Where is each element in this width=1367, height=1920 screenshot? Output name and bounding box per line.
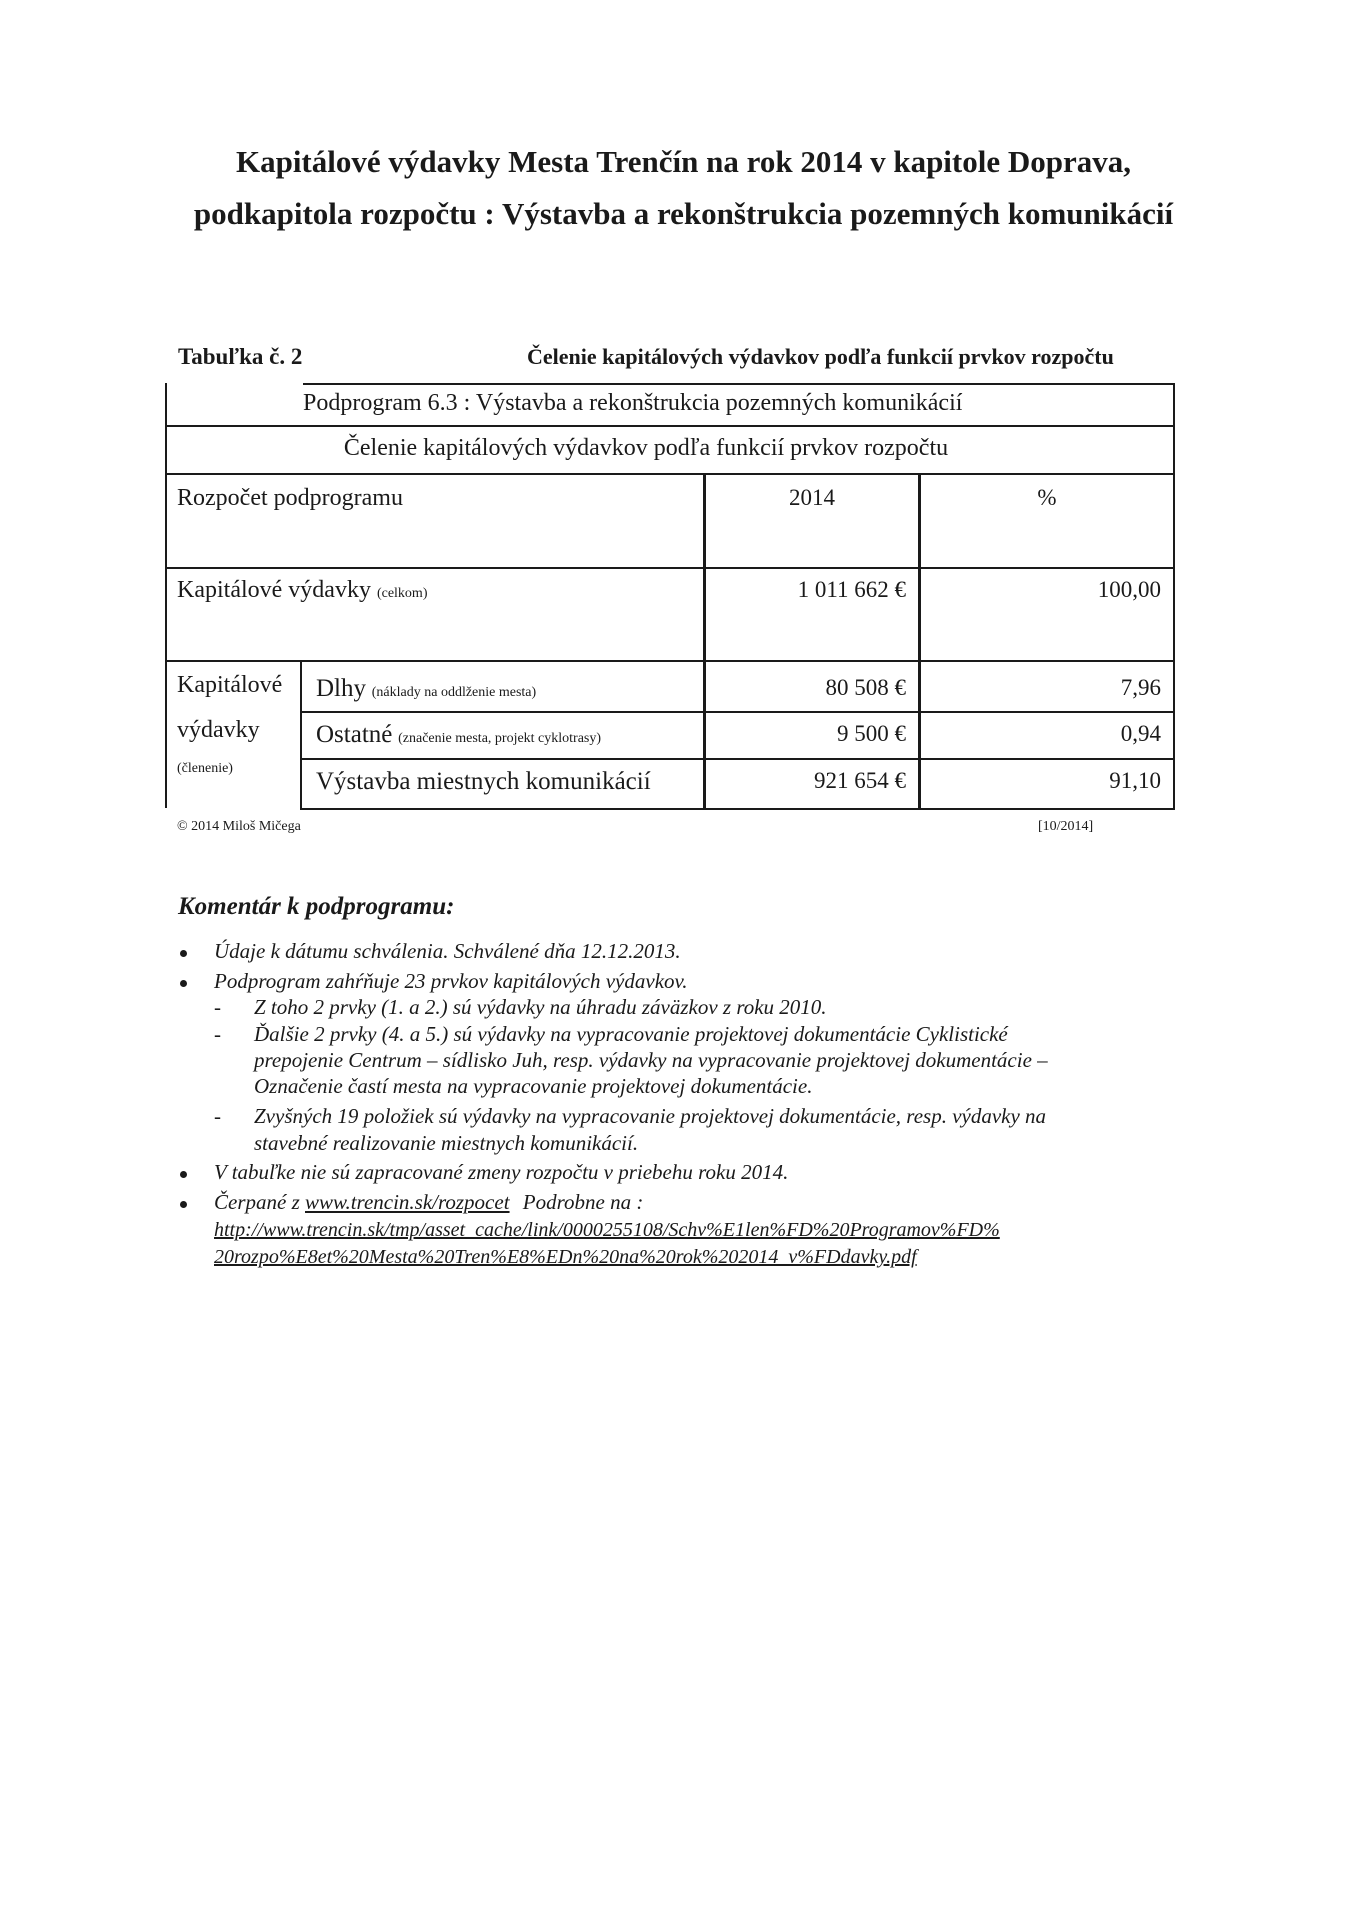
total-percent: 100,00 [1097, 577, 1161, 602]
dash-icon: - [214, 1022, 221, 1046]
table-border-row1 [165, 425, 1175, 427]
total-label-note: (celkom) [376, 586, 428, 601]
comment-detail-2-line2: prepojenie Centrum – sídlisko Juh, resp. výdavky na vypracovanie projektovej dokumentácie – [254, 1048, 1048, 1072]
document-title-line1: Kapitálové výdavky Mesta Trenčín na rok 2014 v kapitole Doprava, [235, 144, 1132, 179]
comment-approval: Údaje k dátumu schválenia. Schválené dňa 12.12.2013. [214, 939, 681, 963]
detail-url-line1[interactable]: http://www.trencin.sk/tmp/asset_cache/link/0000255108/Schv%E1len%FD%20Programov%FD% [214, 1219, 1000, 1241]
table-border-sub2 [300, 758, 1175, 760]
dash-icon: - [214, 995, 221, 1019]
comment-items-count: Podprogram zahŕňuje 23 prvkov kapitálových výdavkov. [214, 969, 688, 993]
row-percent: 0,94 [1120, 721, 1161, 746]
document-title-line2: podkapitola rozpočtu : Výstavba a rekonštrukcia pozemných komunikácií [193, 196, 1174, 231]
source-link[interactable]: www.trencin.sk/rozpocet [305, 1190, 510, 1214]
bullet-icon [180, 1201, 187, 1208]
table-border-col1 [703, 473, 706, 810]
row-amount: 9 500 € [837, 721, 906, 746]
subprogram-title: Podprogram 6.3 : Výstavba a rekonštrukcia pozemných komunikácií [303, 390, 963, 416]
total-label [177, 578, 427, 602]
header-label: Rozpočet podprogramu [177, 485, 403, 511]
table-border-row2 [165, 473, 1175, 475]
comment-detail-2-line1: Ďalšie 2 prvky (4. a 5.) sú výdavky na vypracovanie projektovej dokumentácie Cyklistické [254, 1022, 1008, 1046]
table-border-top [303, 383, 1175, 385]
copyright-note: © 2014 Miloš Mičega [177, 819, 301, 834]
table-row [316, 676, 536, 701]
row-label: Výstavba miestnych komunikácií [316, 768, 651, 795]
row-percent: 91,10 [1109, 768, 1161, 793]
row-note: (náklady na oddlženie mesta) [371, 685, 537, 700]
dash-icon: - [214, 1104, 221, 1128]
group-label-note: (členenie) [177, 761, 233, 776]
comment-heading: Komentár k podprogramu: [178, 893, 455, 920]
comment-detail-3-line1: Zvyšných 19 položiek sú výdavky na vypracovanie projektovej dokumentácie, resp. výdavky na [254, 1104, 1047, 1128]
table-border-col2 [918, 473, 921, 810]
table-border-left [165, 383, 167, 808]
header-year: 2014 [789, 485, 835, 510]
bullet-icon [180, 1171, 187, 1178]
row-label: Ostatné [316, 721, 393, 748]
group-label-line2: výdavky [177, 717, 260, 743]
table-row [316, 722, 601, 747]
group-label-line1: Kapitálové [177, 672, 283, 698]
table-border-row3 [165, 567, 1175, 569]
table-border-bottom [300, 808, 1175, 810]
table-border-right [1173, 383, 1175, 810]
table-subheading: Čelenie kapitálových výdavkov podľa funkcií prvkov rozpočtu [343, 435, 949, 461]
total-label-text: Kapitálové výdavky [177, 577, 371, 603]
table-row [316, 769, 651, 794]
comment-detail-2-line3: Označenie častí mesta na vypracovanie projektovej dokumentácie. [254, 1074, 813, 1098]
total-amount: 1 011 662 € [797, 577, 906, 602]
comment-detail-3-line2: stavebné realizovanie miestnych komunikácií. [254, 1131, 639, 1155]
table-border-row4 [165, 660, 1175, 662]
source-prefix: Čerpané z [214, 1190, 300, 1214]
header-percent: % [1037, 485, 1057, 510]
comment-detail-1: Z toho 2 prvky (1. a 2.) sú výdavky na úhradu záväzkov z roku 2010. [254, 995, 827, 1019]
row-amount: 921 654 € [814, 768, 906, 793]
table-label: Tabuľka č. 2 [178, 344, 303, 369]
source-suffix: Podrobne na : [522, 1190, 644, 1214]
detail-url-line2[interactable]: 20rozpo%E8et%20Mesta%20Tren%E8%EDn%20na%20rok%202014_v%FDdavky.pdf [214, 1246, 917, 1268]
row-label: Dlhy [316, 675, 366, 702]
comment-source [214, 1192, 643, 1213]
table-border-sub1 [300, 711, 1175, 713]
table-border-group [300, 660, 302, 810]
bullet-icon [180, 950, 187, 957]
row-note: (značenie mesta, projekt cyklotrasy) [398, 731, 602, 746]
date-tag: [10/2014] [1038, 819, 1094, 834]
row-amount: 80 508 € [825, 675, 906, 700]
row-percent: 7,96 [1120, 675, 1161, 700]
table-caption: Čelenie kapitálových výdavkov podľa funkcií prvkov rozpočtu [527, 344, 1114, 369]
comment-no-changes: V tabuľke nie sú zapracované zmeny rozpočtu v priebehu roku 2014. [214, 1160, 789, 1184]
bullet-icon [180, 980, 187, 987]
